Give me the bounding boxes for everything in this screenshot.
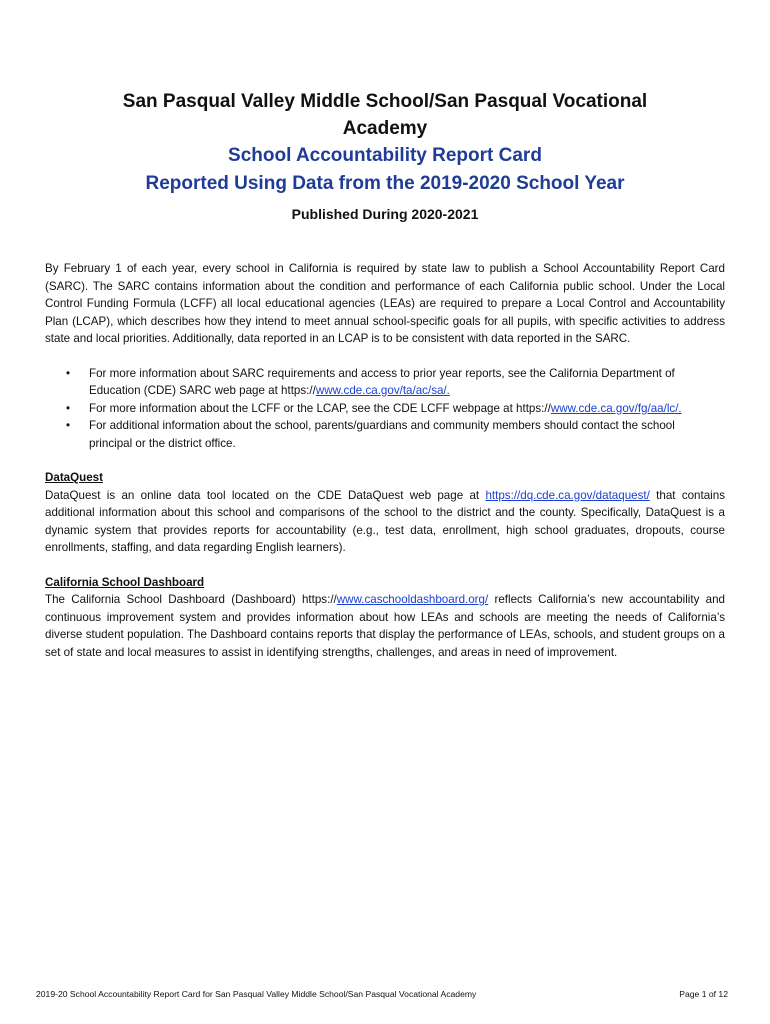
dataquest-section (45, 469, 725, 557)
dataquest-link[interactable]: https://dq.cde.ca.gov/dataquest/ (485, 488, 650, 502)
dashboard-text-end: reflects California’s new accountability and continuous improvement system and provides information about how LEAs and schools are meeting the needs of California’s diverse student population. The Dashboard contains reports that display the performance of LEAs, schools, and student groups on a set of state and local measures to assist in identifying strengths, challenges, and areas in need of improvement. (45, 593, 725, 659)
report-subtitle: Reported Using Data from the 2019-2020 School Year (145, 173, 625, 194)
bullet-text: For additional information about the school, parents/guardians and community members should contact the school principal or the district office. (89, 419, 675, 450)
dashboard-link[interactable]: www.caschooldashboard.org/ (336, 593, 489, 606)
bullet-marker: • (66, 419, 71, 432)
published-date: Published During 2020-2021 (291, 206, 479, 222)
dashboard-text-start: The California School Dashboard (Dashboard) https:// (45, 593, 337, 606)
bullet-item-sarc (45, 365, 725, 400)
dashboard-section (45, 574, 725, 662)
bullet-item-lcff (45, 400, 725, 418)
bullet-marker: • (66, 401, 71, 415)
footer-document-title: 2019-20 School Accountability Report Card for San Pasqual Valley Middle School/San Pasqual Vocational Academy (36, 989, 477, 999)
dataquest-text-start: DataQuest is an online data tool located on the CDE DataQuest web page at (45, 488, 486, 502)
school-name-line-2: Academy (342, 118, 428, 139)
bullet-marker: • (66, 366, 71, 380)
info-bullet-list (45, 365, 725, 453)
dataquest-heading: DataQuest (45, 471, 103, 484)
dashboard-heading: California School Dashboard (45, 575, 205, 589)
document-header (60, 88, 710, 224)
bullet-text: For more information about SARC requirements and access to prior year reports, see the California Department of Education (CDE) SARC web page at https:// (89, 366, 675, 397)
school-name-line-1: San Pasqual Valley Middle School/San Pasqual Vocational (122, 91, 648, 112)
dataquest-text-end: that contains additional information about this school and comparisons of the school to the district and the county. Specifically, DataQuest is a dynamic system that provides reports for accountability (e.g., test data, enrollment, high school graduates, dropouts, course enrollments, staffing, and data regarding English learners). (45, 488, 725, 554)
bullet-item-contact (45, 417, 725, 452)
report-title: School Accountability Report Card (228, 145, 542, 166)
lcff-web-link[interactable]: www.cde.ca.gov/fg/aa/lc/. (550, 401, 682, 415)
bullet-text: For more information about the LCFF or the LCAP, see the CDE LCFF webpage at https:// (89, 401, 551, 415)
dataquest-paragraph (45, 487, 725, 557)
document-body (45, 260, 725, 661)
sarc-web-link[interactable]: www.cde.ca.gov/ta/ac/sa/. (315, 384, 450, 397)
intro-paragraph: By February 1 of each year, every school in California is required by state law to publish a School Accountability Report Card (SARC). The SARC contains information about the condition and performance of each California public school. Under the Local Control Funding Formula (LCFF) all local educational agencies (LEAs) are required to prepare a Local Control and Accountability Plan (LCAP), which describes how they intend to meet annual school-specific goals for all pupils, with specific activities to address state and local priorities. Additionally, data reported in an LCAP is to be consistent with data reported in the SARC. (45, 262, 725, 345)
footer-page-number: Page 1 of 12 (679, 989, 728, 999)
dashboard-paragraph (45, 591, 725, 661)
